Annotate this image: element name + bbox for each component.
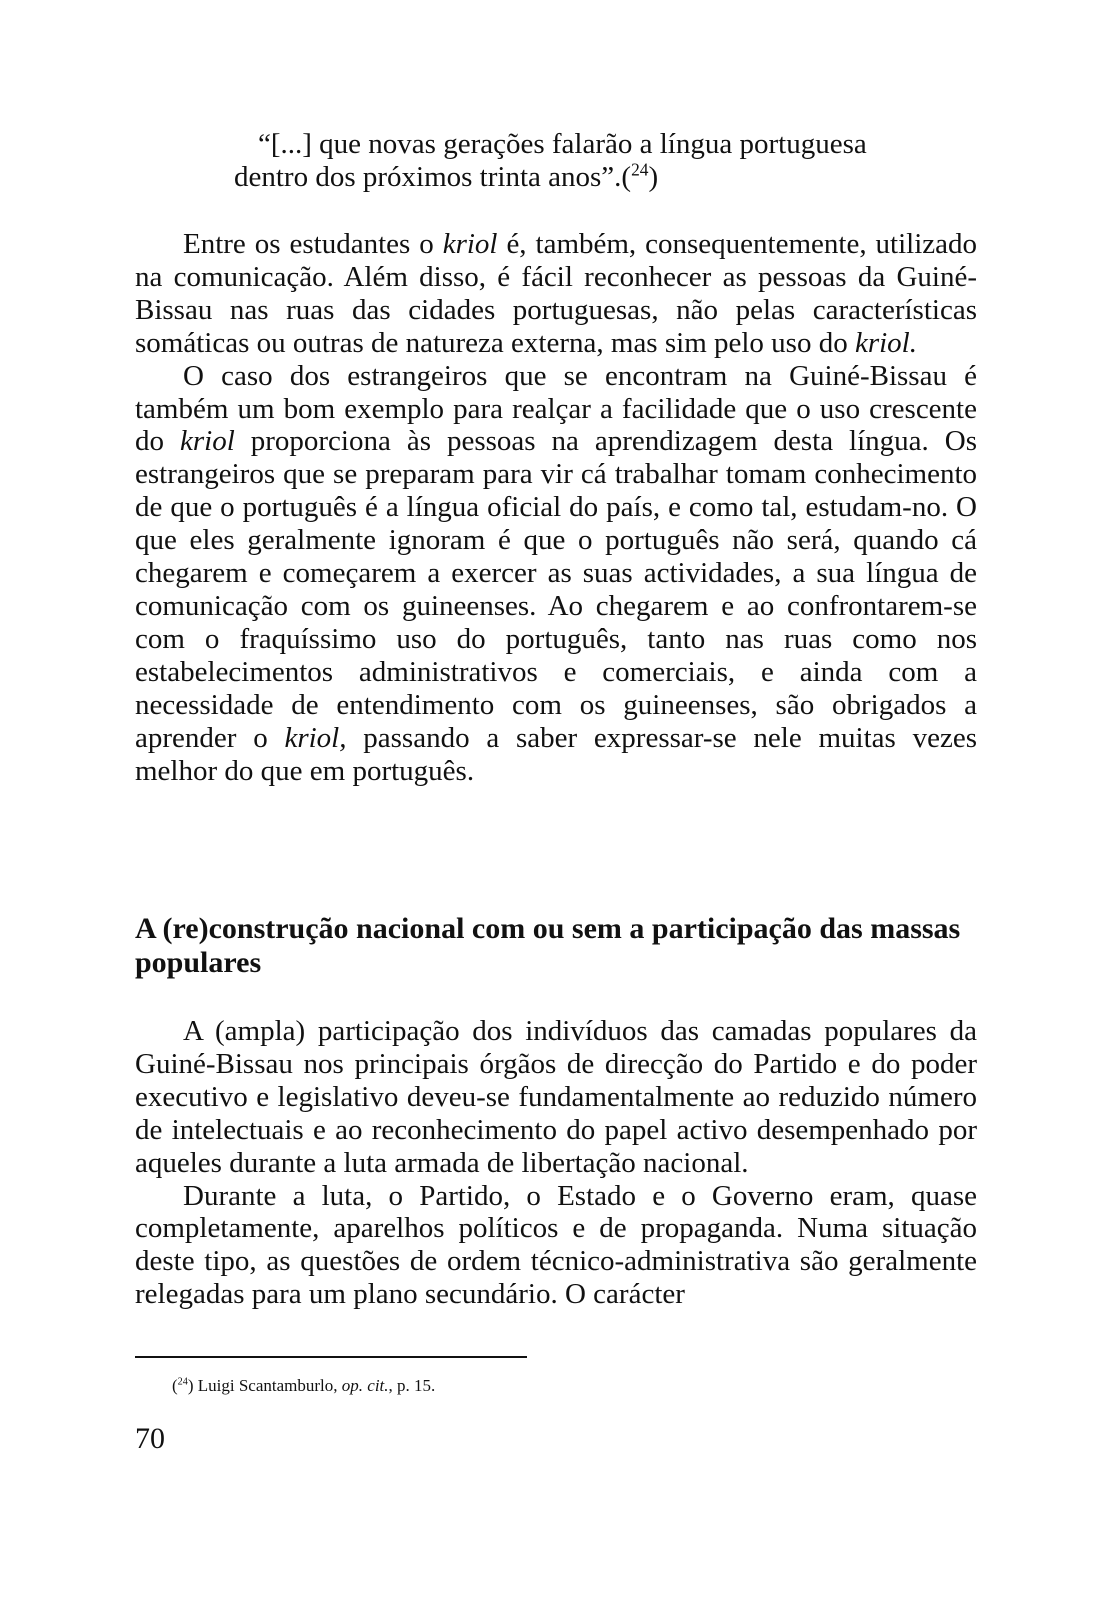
paragraph-during-struggle: Durante a luta, o Partido, o Estado e o Governo eram, quase completamente, aparelhos políticos e de propaganda. Numa situação deste tipo, as questões de ordem técnico-administrativa são geralmente relegadas para um plano secundário. O carácter bbox=[135, 1179, 977, 1311]
para2-text-2: proporciona às pessoas na aprendizagem desta língua. Os estrangeiros que se preparam para vir cá trabalhar tomam conhecimento de que o português é a língua oficial do país, e como tal, estudam-no. O que eles geralmente ignoram é que o português não será, quando cá chegarem e começarem a exercer as suas actividades, a sua língua de comunicação com os guineenses. Ao chegarem e ao confrontarem-se com o fraquíssimo uso do português, tanto nas ruas como nos estabelecimentos administrativos e comerciais, e ainda com a necessidade de entendimento com os guineenses, são obrigados a aprender o bbox=[135, 425, 977, 754]
paragraph-foreigners bbox=[135, 360, 977, 788]
footnote-text: ) Luigi Scantamburlo, bbox=[187, 1376, 342, 1395]
para2-italic-2: kriol, bbox=[284, 721, 347, 754]
body-text-upper bbox=[135, 228, 977, 787]
quote-line-2 bbox=[234, 161, 983, 194]
para2-italic-1: kriol bbox=[179, 425, 235, 458]
footnote-tail: , p. 15. bbox=[388, 1376, 436, 1395]
footnote bbox=[172, 1376, 435, 1396]
page-number: 70 bbox=[135, 1422, 165, 1455]
para1-italic-2: kriol. bbox=[854, 326, 917, 359]
footnote-divider bbox=[135, 1356, 527, 1358]
quote-line-2-text: dentro dos próximos trinta anos”.( bbox=[234, 161, 632, 193]
para1-text-1: Entre os estudantes o bbox=[183, 228, 443, 260]
footnote-open: ( bbox=[172, 1376, 178, 1395]
quote-line-1: “[...] que novas gerações falarão a língua portuguesa bbox=[258, 128, 867, 160]
footnote-reference: 24 bbox=[631, 159, 649, 180]
paragraph-students-kriol bbox=[135, 228, 977, 360]
body-text-lower bbox=[135, 1015, 977, 1311]
footnote-number: 24 bbox=[177, 1376, 188, 1388]
paragraph-participation: A (ampla) participação dos indivíduos das camadas populares da Guiné-Bissau nos principais órgãos de direcção do Partido e do poder executivo e legislativo deveu-se fundamentalmente ao reduzido número de intelectuais e ao reconhecimento do papel activo desempenhado por aqueles durante a luta armada de libertação nacional. bbox=[135, 1015, 977, 1179]
quote-line-2-close: ) bbox=[648, 161, 659, 193]
section-heading: A (re)construção nacional com ou sem a participação das massas populares bbox=[135, 912, 961, 979]
footnote-italic: op. cit. bbox=[341, 1376, 389, 1395]
para2-text-3: passando a saber expressar-se nele muitas vezes melhor do que em português. bbox=[135, 721, 977, 787]
para1-italic-1: kriol bbox=[442, 228, 498, 260]
para1-text-2: é, também, consequentemente, utilizado na comunicação. Além disso, é fácil reconhecer as pessoas da Guiné-Bissau nas ruas das cidades portuguesas, não pelas características somáticas ou outras de natureza externa, mas sim pelo uso do bbox=[135, 228, 977, 359]
para2-text-1: O caso dos estrangeiros que se encontram na Guiné-Bissau é também um bom exemplo para realçar a facilidade que o uso crescente do bbox=[135, 359, 977, 458]
quotation bbox=[234, 128, 983, 194]
